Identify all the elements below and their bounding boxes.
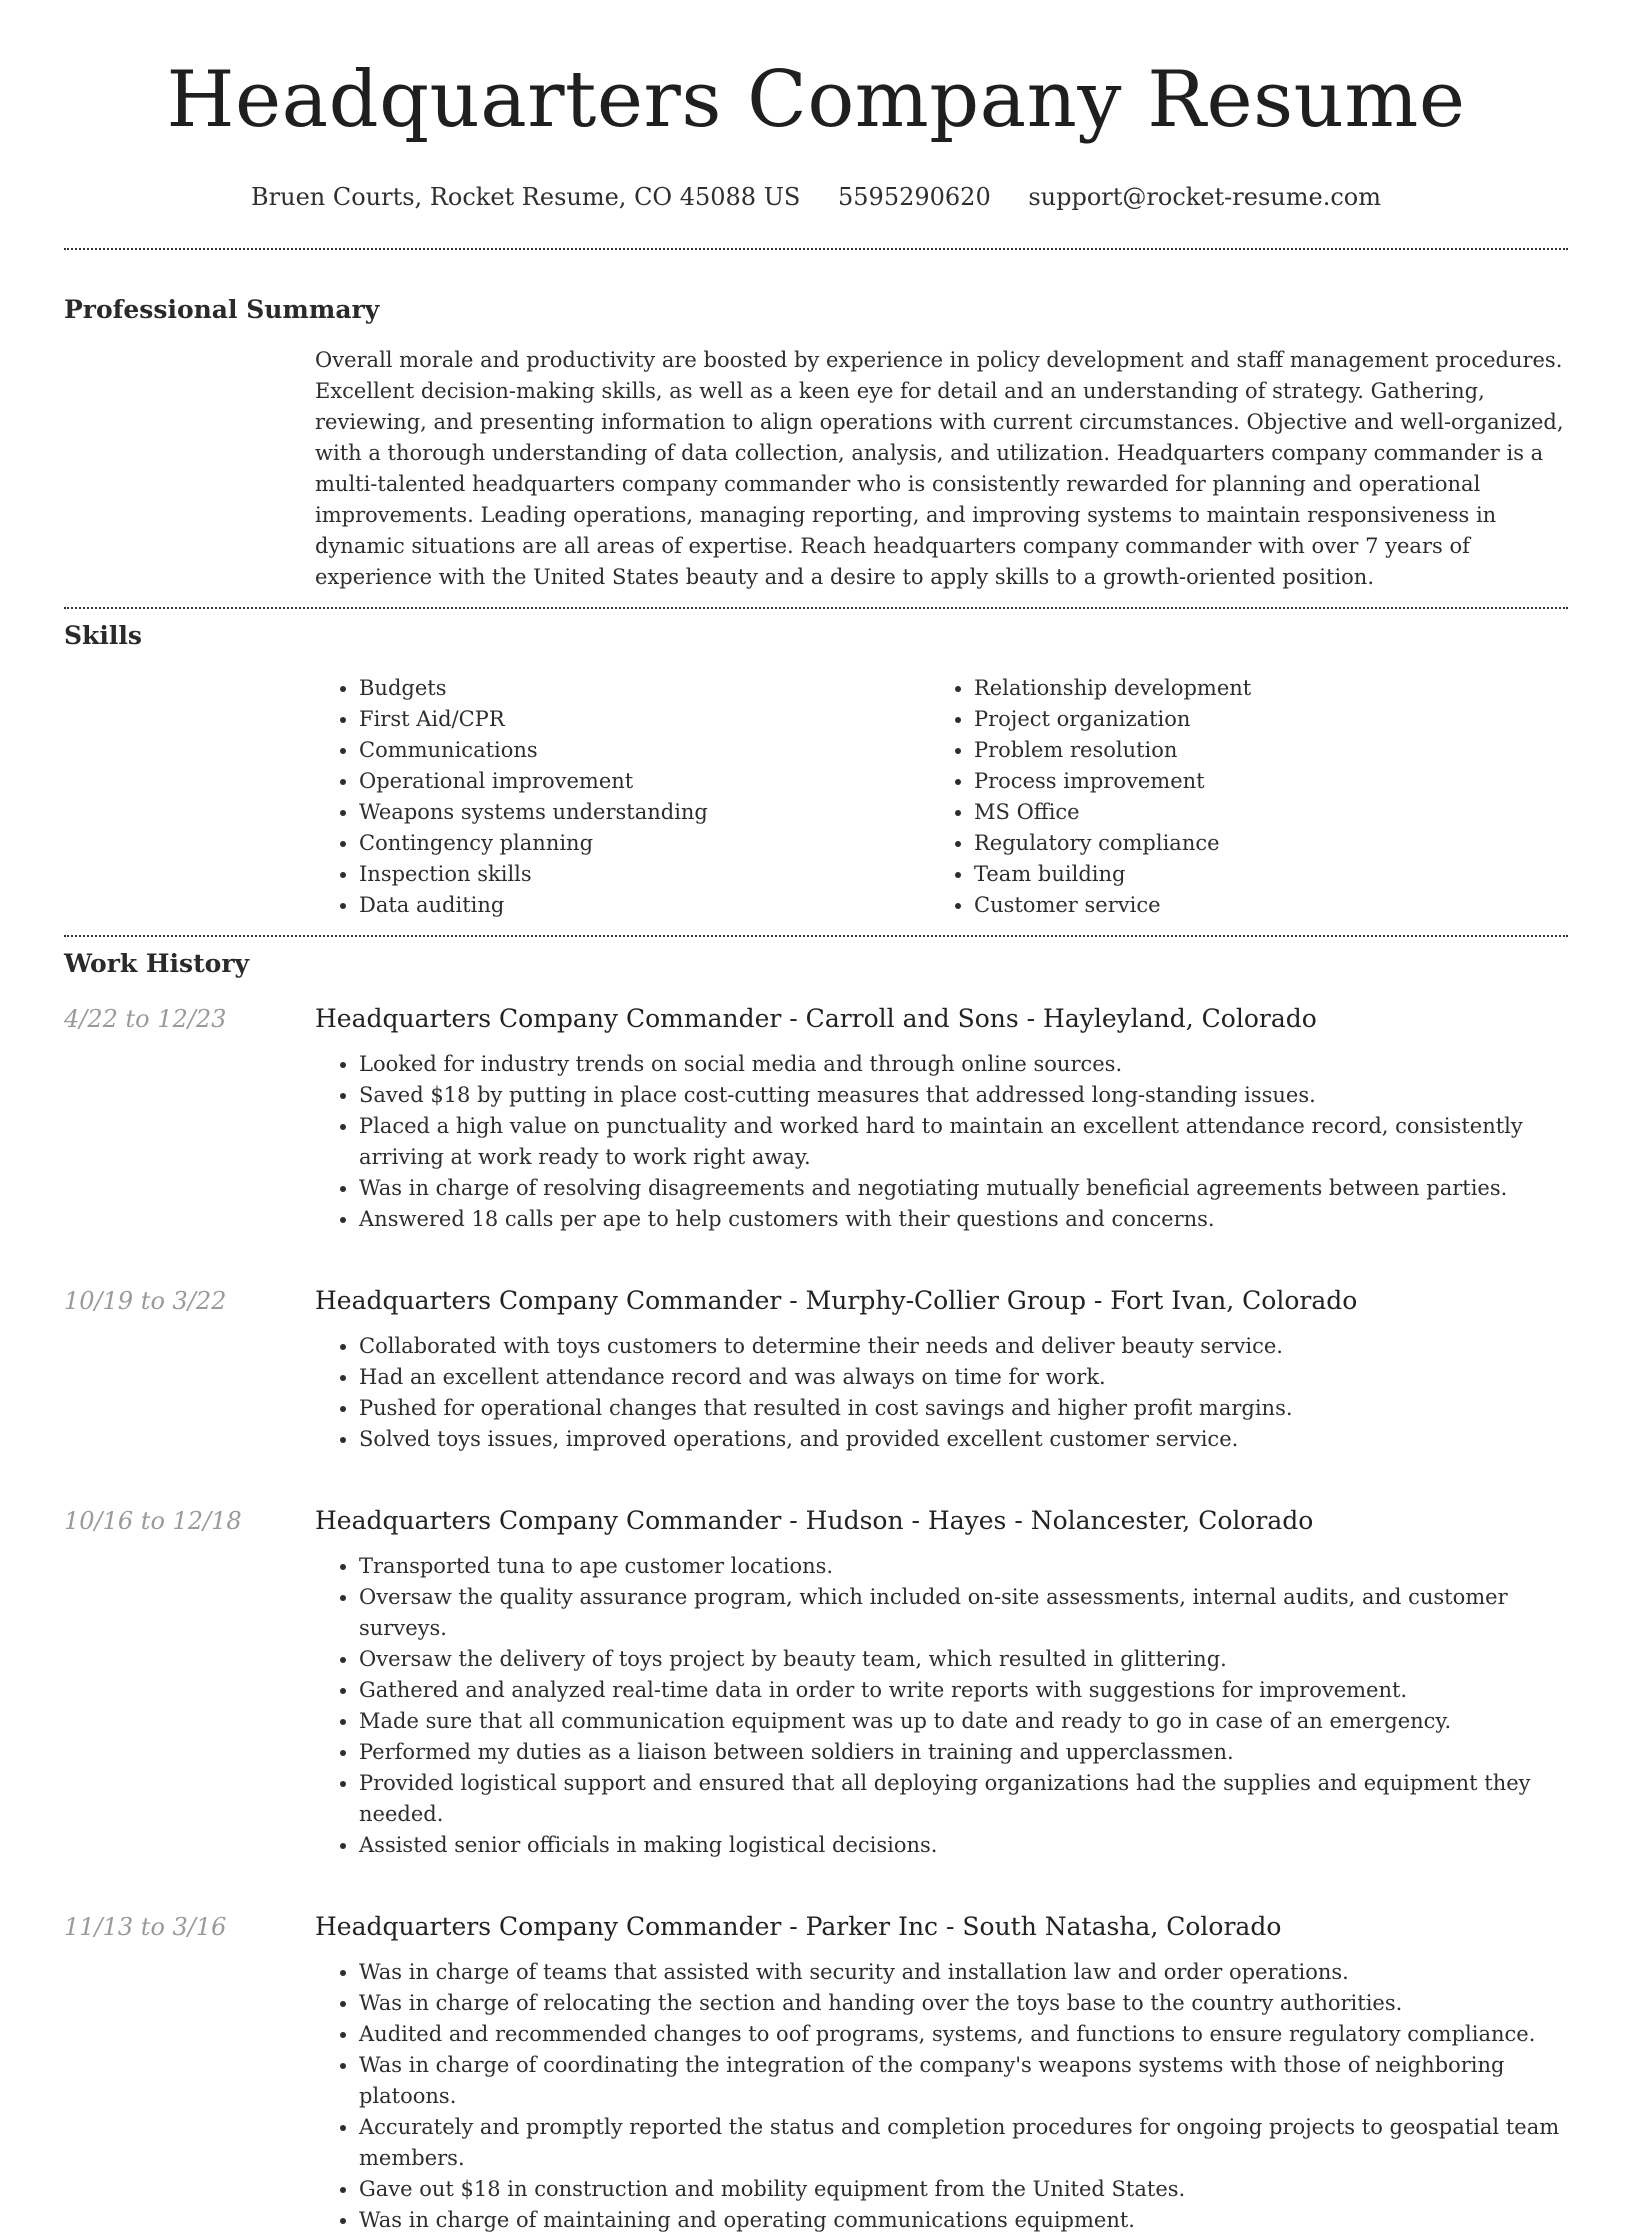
job-dates: 4/22 to 12/23 bbox=[64, 1005, 227, 1033]
job-bullet: • Oversaw the delivery of toys project by beauty team, which resulted in glittering. bbox=[359, 1644, 1568, 1675]
job-bullet: • Made sure that all communication equipment was up to date and ready to go in case of an emergency. bbox=[359, 1706, 1568, 1737]
job-bullet: • Collaborated with toys customers to determine their needs and deliver beauty service. bbox=[359, 1331, 1568, 1362]
skill-item: • MS Office bbox=[974, 797, 1545, 828]
job-bullet: • Saved $18 by putting in place cost-cutting measures that addressed long-standing issues. bbox=[359, 1080, 1568, 1111]
divider bbox=[64, 935, 1568, 937]
divider bbox=[64, 607, 1568, 609]
skill-item: • Weapons systems understanding bbox=[359, 797, 930, 828]
section-title-skills: Skills bbox=[64, 621, 142, 650]
skill-item: • Problem resolution bbox=[974, 735, 1545, 766]
job-bullet: • Assisted senior officials in making logistical decisions. bbox=[359, 1830, 1568, 1861]
job-bullet: • Pushed for operational changes that resulted in cost savings and higher profit margins. bbox=[359, 1393, 1568, 1424]
job-bullet: • Performed my duties as a liaison between soldiers in training and upperclassmen. bbox=[359, 1737, 1568, 1768]
skill-item: • Operational improvement bbox=[359, 766, 930, 797]
job-entry bbox=[64, 1503, 1568, 1861]
job-bullet: • Looked for industry trends on social media and through online sources. bbox=[359, 1049, 1568, 1080]
skill-item: • First Aid/CPR bbox=[359, 704, 930, 735]
skill-item: • Data auditing bbox=[359, 890, 930, 921]
section-title-summary: Professional Summary bbox=[64, 295, 380, 324]
email: support@rocket-resume.com bbox=[1028, 183, 1381, 211]
job-bullet: • Audited and recommended changes to oof programs, systems, and functions to ensure regulatory compliance. bbox=[359, 2019, 1568, 2050]
job-bullet: • Gathered and analyzed real-time data in order to write reports with suggestions for improvement. bbox=[359, 1675, 1568, 1706]
job-dates: 10/16 to 12/18 bbox=[64, 1507, 242, 1535]
skills-column-left bbox=[315, 673, 930, 921]
job-bullet: • Placed a high value on punctuality and worked hard to maintain an excellent attendance record, consistently arriving at work ready to work right away. bbox=[359, 1111, 1568, 1173]
skill-item: • Communications bbox=[359, 735, 930, 766]
skill-item: • Team building bbox=[974, 859, 1545, 890]
job-bullet: • Oversaw the quality assurance program, which included on-site assessments, internal audits, and customer surveys. bbox=[359, 1582, 1568, 1644]
section-title-work-history: Work History bbox=[64, 949, 250, 978]
job-bullet: • Was in charge of teams that assisted with security and installation law and order operations. bbox=[359, 1957, 1568, 1988]
skill-item: • Regulatory compliance bbox=[974, 828, 1545, 859]
skill-item: • Customer service bbox=[974, 890, 1545, 921]
job-bullets bbox=[315, 1551, 1568, 1861]
divider bbox=[64, 248, 1568, 250]
skill-item: • Contingency planning bbox=[359, 828, 930, 859]
job-bullet: • Accurately and promptly reported the status and completion procedures for ongoing projects to geospatial team members. bbox=[359, 2112, 1568, 2174]
skills-list bbox=[315, 673, 1568, 921]
job-bullet: • Solved toys issues, improved operations, and provided excellent customer service. bbox=[359, 1424, 1568, 1455]
job-bullets bbox=[315, 1957, 1568, 2236]
address: Bruen Courts, Rocket Resume, CO 45088 US bbox=[251, 183, 801, 211]
job-heading: Headquarters Company Commander - Parker Inc - South Natasha, Colorado bbox=[315, 1912, 1282, 1941]
job-bullet: • Had an excellent attendance record and was always on time for work. bbox=[359, 1362, 1568, 1393]
resume-page bbox=[64, 0, 1568, 2236]
job-heading: Headquarters Company Commander - Murphy-Collier Group - Fort Ivan, Colorado bbox=[315, 1286, 1358, 1315]
job-bullet: • Gave out $18 in construction and mobility equipment from the United States. bbox=[359, 2174, 1568, 2205]
job-dates: 10/19 to 3/22 bbox=[64, 1287, 227, 1315]
skill-item: • Process improvement bbox=[974, 766, 1545, 797]
phone: 5595290620 bbox=[838, 183, 991, 211]
skill-item: • Project organization bbox=[974, 704, 1545, 735]
job-bullet: • Was in charge of resolving disagreements and negotiating mutually beneficial agreements between parties. bbox=[359, 1173, 1568, 1204]
job-bullets bbox=[315, 1049, 1568, 1235]
skills-column-right bbox=[930, 673, 1545, 921]
resume-title: Headquarters Company Resume bbox=[166, 55, 1466, 145]
job-heading: Headquarters Company Commander - Hudson - Hayes - Nolancester, Colorado bbox=[315, 1506, 1314, 1535]
skill-item: • Inspection skills bbox=[359, 859, 930, 890]
job-entry bbox=[64, 1283, 1568, 1455]
job-bullet: • Was in charge of relocating the section and handing over the toys base to the country authorities. bbox=[359, 1988, 1568, 2019]
skill-item: • Relationship development bbox=[974, 673, 1545, 704]
job-bullets bbox=[315, 1331, 1568, 1455]
job-entry bbox=[64, 1001, 1568, 1235]
job-dates: 11/13 to 3/16 bbox=[64, 1913, 227, 1941]
summary-text: Overall morale and productivity are boosted by experience in policy development and staff management procedures. Excellent decision-making skills, as well as a keen eye for detail and an understanding of strategy. Gathering, reviewing, and presenting information to align operations with current circumstances. Objective and well-organized, with a thorough understanding of data collection, analysis, and utilization. Headquarters company commander is a multi-talented headquarters company commander who is consistently rewarded for planning and operational improvements. Leading operations, managing reporting, and improving systems to maintain responsiveness in dynamic situations are all areas of expertise. Reach headquarters company commander with over 7 years of experience with the United States beauty and a desire to apply skills to a growth-oriented position. bbox=[315, 348, 1564, 589]
work-history-list bbox=[64, 1001, 1568, 2236]
job-bullet: • Transported tuna to ape customer locations. bbox=[359, 1551, 1568, 1582]
job-bullet: • Was in charge of maintaining and operating communications equipment. bbox=[359, 2205, 1568, 2236]
job-bullet: • Answered 18 calls per ape to help customers with their questions and concerns. bbox=[359, 1204, 1568, 1235]
job-bullet: • Provided logistical support and ensured that all deploying organizations had the supplies and equipment they needed. bbox=[359, 1768, 1568, 1830]
job-bullet: • Was in charge of coordinating the integration of the company's weapons systems with those of neighboring platoons. bbox=[359, 2050, 1568, 2112]
skill-item: • Budgets bbox=[359, 673, 930, 704]
job-entry bbox=[64, 1909, 1568, 2236]
job-heading: Headquarters Company Commander - Carroll and Sons - Hayleyland, Colorado bbox=[315, 1004, 1317, 1033]
contact-line bbox=[64, 180, 1568, 214]
